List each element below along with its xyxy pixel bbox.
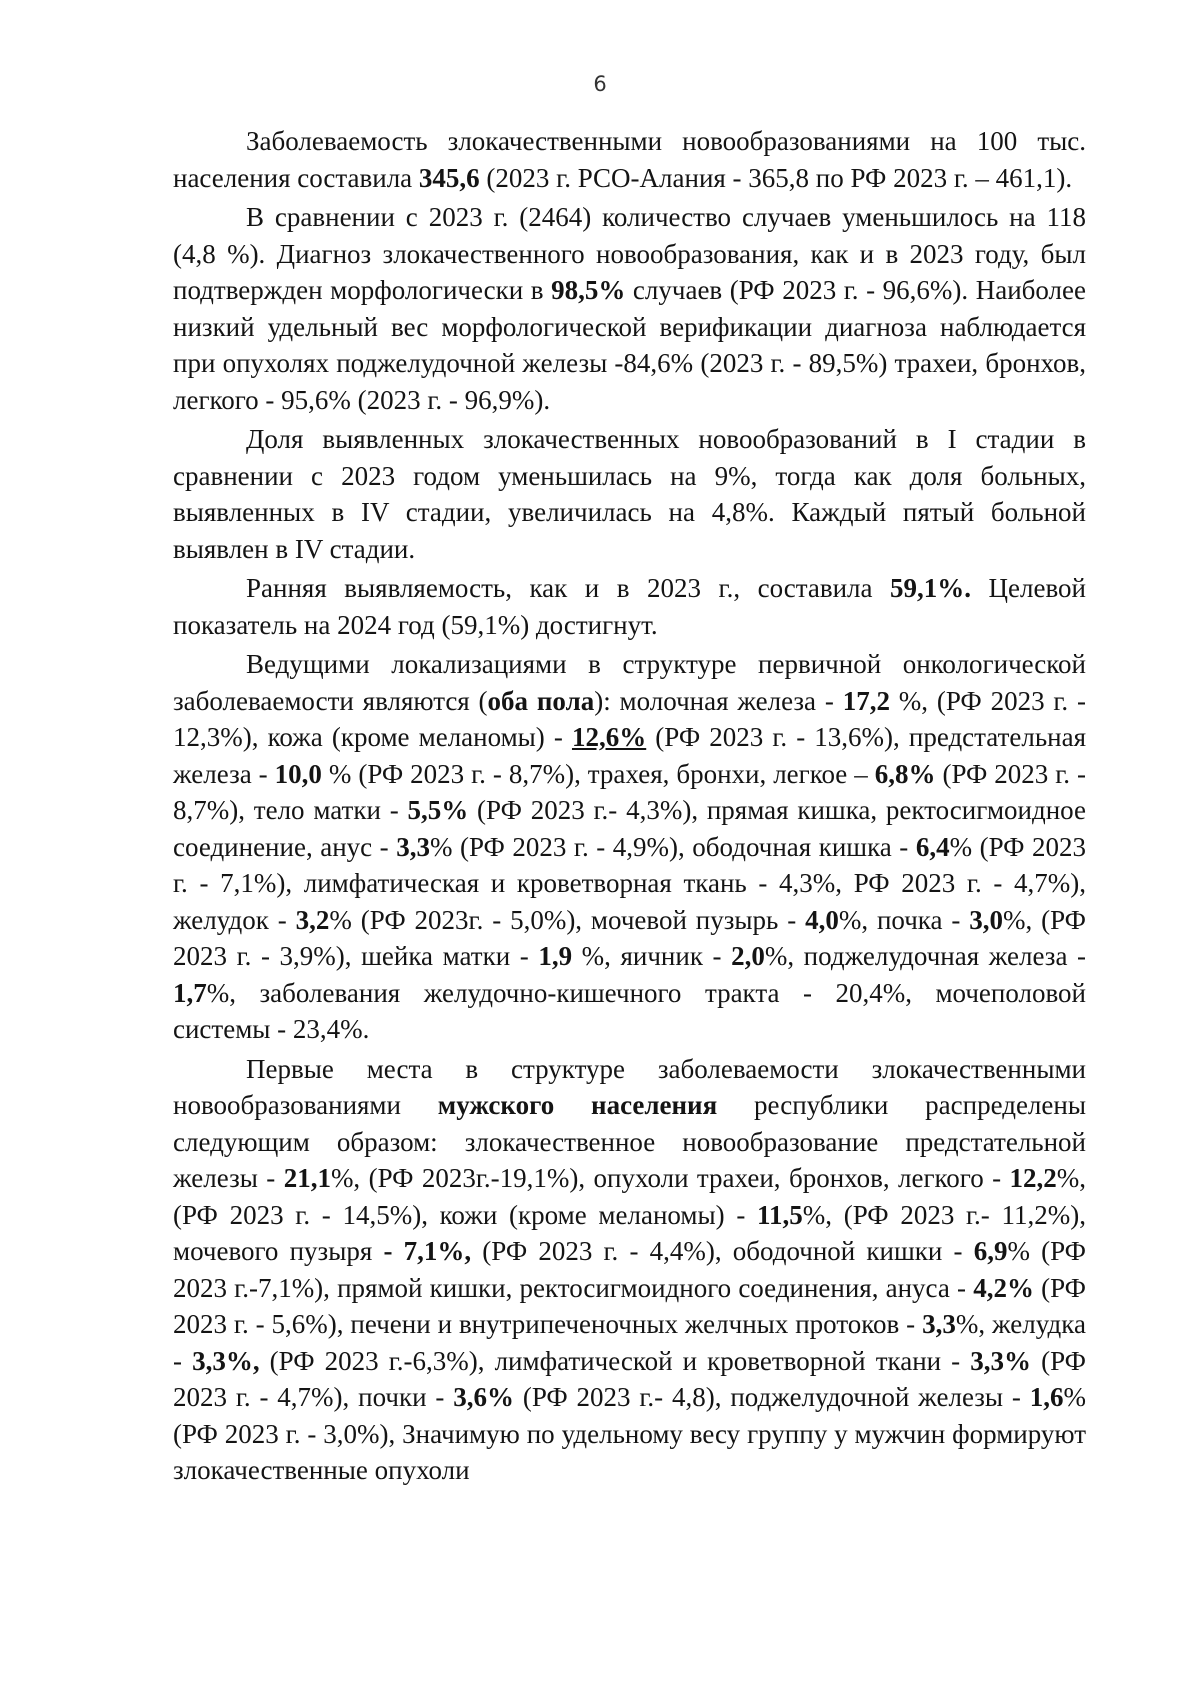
bold-figure: 59,1%. (890, 573, 972, 603)
bold-figure: 345,6 (418, 162, 480, 193)
bold-figure: 6,4 (915, 831, 950, 862)
paragraph-case-count-verification (173, 199, 1086, 418)
text-run: % (РФ 2023 г.-7,1%), прямой кишки, ректосигмоидного соединения, ануса - (173, 1236, 1086, 1303)
bold-figure: 17,2 (842, 685, 890, 716)
bold-figure: 11,5 (757, 1199, 803, 1230)
text-run: %, заболевания желудочно-кишечного тракта - 20,4%, мочеполовой системы - 23,4%. (173, 977, 1086, 1044)
bold-figure: 3,0 (969, 904, 1003, 935)
bold-figure: - 7,1%, (383, 1236, 472, 1266)
bold-figure: 3,3 (396, 831, 430, 862)
text-run: %, желудка - (173, 1309, 1086, 1376)
text-run: (2023 г. РСО-Алания - 365,8 по РФ 2023 г. – 461,1). (479, 162, 1073, 193)
bold-figure: 3,2 (295, 904, 330, 935)
paragraph-incidence-rate (173, 123, 1086, 196)
bold-figure: 1,6 (1029, 1382, 1064, 1412)
paragraph-stage-distribution (173, 421, 1086, 567)
text-run: (РФ 2023 г.- 4,3%), прямая кишка, ректосигмоидное соединение, анус - (173, 795, 1086, 862)
text-run: %, яичник - (572, 941, 732, 971)
bold-figure: мужского населения (437, 1090, 718, 1120)
text-run: %, (РФ 2023 г. - 14,5%), кожи (кроме меланомы) - (173, 1163, 1086, 1230)
paragraph-leading-localizations (173, 646, 1086, 1048)
text-run: %, (РФ 2023г.-19,1%), опухоли трахеи, бронхов, легкого - (330, 1163, 1010, 1193)
text-run: республики распределены следующим образом: злокачественное новообразование предстательной железы - (173, 1090, 1086, 1193)
text-run: (РФ 2023 г. - 4,7%), почки - (173, 1345, 1086, 1412)
text-run: %, (РФ 2023 г.- 11,2%), мочевого пузыря (173, 1199, 1086, 1266)
text-run: %, (РФ 2023 г. - 3,9%), шейка матки - (173, 904, 1086, 971)
bold-figure: 6,8% (874, 758, 936, 789)
bold-figure: 4,0 (805, 904, 839, 935)
bold-figure: 6,9 (973, 1236, 1008, 1266)
bold-figure: оба пола (487, 685, 595, 716)
bold-figure: 2,0 (731, 941, 765, 971)
text-run: Доля выявленных злокачественных новообразований в I стадии в сравнении с 2023 годом уменьшилась на 9%, тогда как доля больных, выявленных в IV стадии, увеличилась на 4,8%. Каждый пятый больной выявлен в IV стадии. (173, 424, 1086, 564)
bold-figure: 4,2% (973, 1272, 1034, 1303)
text-run: % (РФ 2023 г. - 4,9%), ободочная кишка - (429, 831, 916, 862)
text-run: Заболеваемость злокачественными новообразованиями на 100 тыс. населения составила (173, 126, 1086, 193)
text-run: ): молочная железа - (594, 685, 843, 716)
paragraph-early-detection (173, 570, 1086, 643)
text-run: (РФ 2023 г. - 5,6%), печени и внутрипеченочных желчных протоков - (173, 1272, 1086, 1339)
text-run: случаев (РФ 2023 г. - 96,6%). Наиболее низкий удельный вес морфологической верификации диагноза наблюдается при опухолях поджелудочной железы -84,6% (2023 г. - 89,5%) трахеи, бронхов, легкого - 95,6% (2023 г. - 96,9%). (173, 275, 1086, 415)
text-run: % (РФ 2023 г. - 3,0%), Значимую по удельному весу группу у мужчин формируют злокачественные опухоли (173, 1382, 1086, 1485)
text-run: %, (РФ 2023 г. - 12,3%), кожа (кроме меланомы) - (173, 685, 1086, 752)
text-run: (РФ 2023 г.-6,3%), лимфатической и кроветворной ткани - (259, 1345, 971, 1376)
body-text (173, 123, 1086, 1492)
page-number: 6 (593, 72, 607, 96)
bold-figure: 21,1 (283, 1163, 331, 1193)
bold-figure: 98,5% (551, 275, 626, 305)
bold-figure: 10,0 (274, 758, 322, 789)
text-run: (РФ 2023 г. - 8,7%), тело матки - (173, 758, 1086, 825)
bold-figure: 3,6% (453, 1382, 514, 1412)
paragraph-male-population (173, 1051, 1086, 1489)
text-run: Первые места в структуре заболеваемости злокачественными новообразованиями (173, 1053, 1086, 1120)
text-run: %, поджелудочная железа - (764, 941, 1086, 971)
text-run: В сравнении с 2023 г. (2464) количество случаев уменьшилось на 118 (4,8 %). Диагноз злокачественного новообразования, как и в 2023 году, был подтвержден морфологически в (173, 202, 1086, 305)
text-run: (РФ 2023 г. - 4,4%), ободочной кишки - (471, 1236, 974, 1266)
text-run: % (РФ 2023 г. - 8,7%), трахея, бронхи, легкое – (321, 758, 875, 789)
text-run: Целевой показатель на 2024 год (59,1%) достигнут. (173, 573, 1087, 640)
bold-figure: 3,3%, (192, 1345, 260, 1376)
text-run: Ранняя выявляемость, как и в 2023 г., составила (246, 573, 891, 603)
text-run: %, почка - (838, 904, 970, 935)
bold-underlined-figure: 12,6% (571, 722, 647, 752)
bold-figure: 1,9 (538, 941, 573, 971)
bold-figure: 5,5% (407, 795, 469, 825)
text-run: (РФ 2023 г.- 4,8), поджелудочной железы - (513, 1382, 1030, 1412)
bold-figure: 1,7 (173, 977, 207, 1008)
text-run: Ведущими локализациями в структуре первичной онкологической заболеваемости являются ( (173, 649, 1086, 716)
bold-figure: 12,2 (1009, 1163, 1057, 1193)
bold-figure: 3,3 (922, 1309, 956, 1339)
text-run: (РФ 2023 г. - 13,6%), предстательная железа - (173, 722, 1087, 789)
bold-figure: 3,3% (970, 1345, 1032, 1376)
text-run: % (РФ 2023г. - 5,0%), мочевой пузырь - (329, 904, 806, 935)
text-run: % (РФ 2023 г. - 7,1%), лимфатическая и кроветворная ткань - 4,3%, РФ 2023 г. - 4,7%), желудок - (173, 831, 1087, 935)
